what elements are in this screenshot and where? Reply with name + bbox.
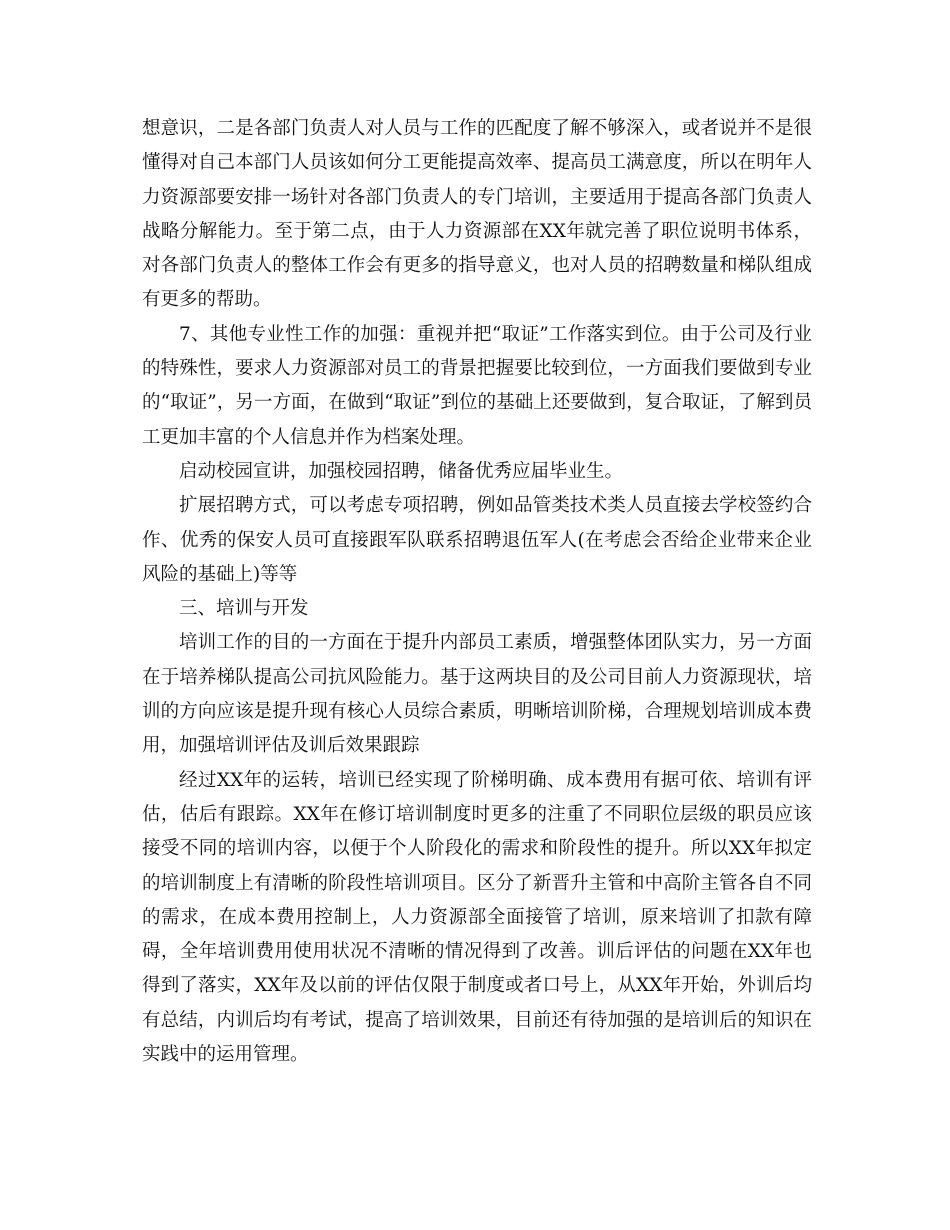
paragraph-training-purpose: 培训工作的目的一方面在于提升内部员工素质，增强整体团队实力，另一方面在于培养梯队提高公司抗风险能力。基于这两块目的及公司目前人力资源现状，培训的方向应该是提升现有核心人员综合素质，明晰培训阶梯，合理规划培训成本费用，加强培训评估及训后效果跟踪 (142, 632, 812, 757)
paragraph-training-review: 经过XX年的运转，培训已经实现了阶梯明确、成本费用有据可依、培训有评估，估后有跟踪。XX年在修订培训制度时更多的注重了不同职位层级的职员应该接受不同的培训内容，以便于个人阶段化的需求和阶段性的提升。所以XX年拟定的培训制度上有清晰的阶段性培训项目。区分了新晋升主管和中高阶主管各自不同的需求，在成本费用控制上，人力资源部全面接管了培训，原来培训了扣款有障碍，全年培训费用使用状况不清晰的情况得到了改善。训后评估的问题在XX年也得到了落实，XX年及以前的评估仅限于制度或者口号上，从XX年开始，外训后均有总结，内训后均有考试，提高了培训效果，目前还有待加强的是培训后的知识在实践中的运用管理。 (142, 769, 812, 1066)
document-body (142, 112, 812, 1072)
paragraph-item-7: 7、其他专业性工作的加强：重视并把“取证”工作落实到位。由于公司及行业的特殊性，要求人力资源部对员工的背景把握要比较到位，一方面我们要做到专业的“取证”，另一方面，在做到“取证”到位的基础上还要做到，复合取证，了解到员工更加丰富的个人信息并作为档案处理。 (142, 323, 812, 448)
paragraph-campus-recruiting: 启动校园宣讲，加强校园招聘，储备优秀应届毕业生。 (179, 460, 624, 482)
section-heading-training: 三、培训与开发 (179, 598, 309, 620)
paragraph-continuation: 想意识，二是各部门负责人对人员与工作的匹配度了解不够深入，或者说并不是很懂得对自己本部门人员该如何分工更能提高效率、提高员工满意度，所以在明年人力资源部要安排一场针对各部门负责人的专门培训，主要适用于提高各部门负责人战略分解能力。至于第二点，由于人力资源部在XX年就完善了职位说明书体系，对各部门负责人的整体工作会有更多的指导意义，也对人员的招聘数量和梯队组成有更多的帮助。 (142, 118, 812, 311)
paragraph-recruiting-methods: 扩展招聘方式，可以考虑专项招聘，例如品管类技术类人员直接去学校签约合作、优秀的保安人员可直接跟军队联系招聘退伍军人(在考虑会否给企业带来企业风险的基础上)等等 (142, 495, 812, 585)
